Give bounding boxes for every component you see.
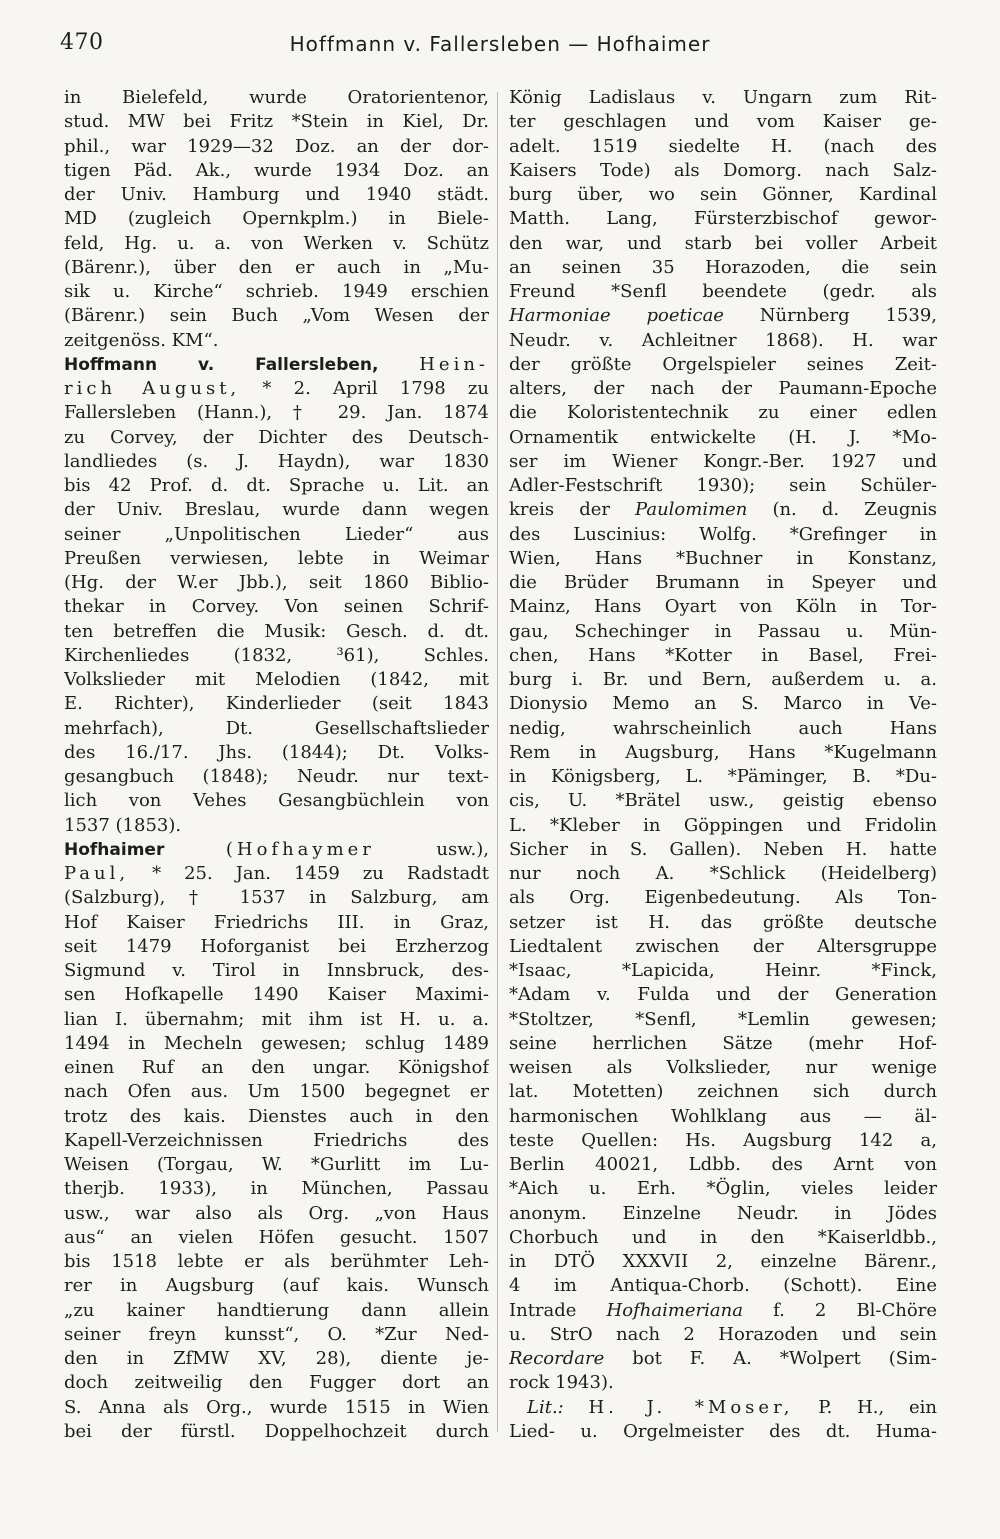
text-line (64, 135, 489, 159)
text-line (509, 838, 937, 862)
text-segment: trotz des kais. Dienstes auch in den (64, 1105, 489, 1127)
text-line (64, 886, 489, 910)
text-line (64, 1008, 489, 1032)
text-segment: der größte Orgelspieler seines Zeit- (509, 353, 937, 375)
text-segment: zeitgenöss. KM“. (64, 329, 219, 351)
text-line (509, 765, 937, 789)
text-line (509, 620, 937, 644)
text-line (509, 1032, 937, 1056)
text-line (64, 474, 489, 498)
text-line (64, 717, 489, 741)
text-line (64, 789, 489, 813)
text-line (509, 1420, 937, 1444)
text-segment: lich von Vehes Gesangbüchlein von (64, 790, 489, 812)
text-segment: Berlin 40021, Ldbb. des Arnt von (509, 1154, 937, 1175)
text-line (509, 207, 937, 231)
text-line (64, 862, 489, 886)
text-line (509, 1371, 937, 1395)
text-line (509, 692, 937, 716)
text-line (64, 232, 489, 256)
text-segment: rock 1943). (509, 1372, 614, 1394)
text-segment: Kirchenliedes (1832, ³61), Schles. (64, 644, 489, 666)
text-line (509, 547, 937, 571)
text-line (64, 1371, 489, 1395)
text-line (509, 571, 937, 595)
text-segment: *Adam v. Fulda und der Generation (509, 984, 937, 1006)
text-line (64, 1056, 489, 1080)
text-segment: chen, Hans *Kotter in Basel, Frei- (509, 644, 937, 666)
text-segment: therjb. 1933), in München, Passau (64, 1178, 489, 1200)
text-segment: der Univ. Breslau, wurde dann wegen (64, 499, 489, 521)
text-line (509, 1323, 937, 1347)
text-line (509, 644, 937, 668)
text-segment: adelt. 1519 siedelte H. (nach des (509, 135, 937, 157)
text-line (64, 304, 489, 328)
text-line (64, 983, 489, 1007)
text-segment: *Isaac, *Lapicida, Heinr. *Finck, (509, 960, 937, 981)
text-segment: ten betreffen die Musik: Gesch. d. dt. (64, 620, 489, 642)
text-line (64, 1323, 489, 1347)
text-line (509, 135, 937, 159)
text-segment: tigen Päd. Ak., wurde 1934 Doz. an (64, 159, 489, 181)
text-line (509, 1396, 937, 1420)
text-line (509, 1226, 937, 1250)
text-line (64, 159, 489, 183)
text-line (509, 426, 937, 450)
text-segment: (Bärenr.) sein Buch „Vom Wesen der (64, 305, 489, 327)
text-segment: mehrfach), Dt. Gesellschaftslieder (64, 717, 489, 739)
italic-title: Recordare (509, 1348, 605, 1369)
text-line (509, 1177, 937, 1201)
text-segment: Matth. Lang, Fürsterzbischof gewor- (509, 208, 937, 230)
text-segment: f. 2 Bl-Chöre (773, 1299, 937, 1321)
text-line (509, 523, 937, 547)
text-line (64, 1129, 489, 1153)
text-segment: setzer ist H. das größte deutsche (509, 911, 937, 933)
left-text-column (64, 86, 489, 1444)
text-line (509, 959, 937, 983)
text-segment: teste Quellen: Hs. Augsburg 142 a, (509, 1129, 937, 1151)
text-segment: u. StrO nach 2 Horazoden und sein (509, 1323, 937, 1345)
text-segment: anonym. Einzelne Neudr. in Jödes (509, 1202, 937, 1224)
text-segment: alters, der nach der Paumann-Epoche (509, 378, 937, 399)
text-segment: usw., war also als Org. „von Haus (64, 1202, 489, 1224)
text-segment: seit 1479 Hoforganist bei Erzherzog (64, 935, 489, 957)
text-segment: die Koloristentechnik zu einer edlen (509, 402, 937, 424)
text-line (64, 644, 489, 668)
text-segment: Sicher in S. Gallen). Neben H. hatte (509, 838, 937, 860)
text-segment: usw.), (436, 838, 489, 860)
text-line (64, 1274, 489, 1298)
text-line (509, 183, 937, 207)
text-segment: 1537 (1853). (64, 814, 182, 836)
text-segment: MD (zugleich Opernkplm.) in Biele- (64, 208, 489, 230)
text-line (509, 741, 937, 765)
text-line (509, 911, 937, 935)
text-segment: den war, und starb bei voller Arbeit (509, 232, 937, 254)
text-segment: in DTÖ XXXVII 2, einzelne Bärenr., (509, 1251, 937, 1272)
text-segment: Weisen (Torgau, W. *Gurlitt im Lu- (64, 1154, 489, 1175)
text-segment: nur noch A. *Schlick (Heidelberg) (509, 863, 937, 884)
text-line (509, 668, 937, 692)
text-segment: ter geschlagen und vom Kaiser ge- (509, 111, 937, 133)
text-segment: *Stoltzer, *Senfl, *Lemlin gewesen; (509, 1008, 937, 1030)
text-line (509, 329, 937, 353)
text-segment: Lied- u. Orgelmeister des dt. Huma- (509, 1420, 937, 1442)
text-segment: seiner „Unpolitischen Lieder“ aus (64, 523, 489, 545)
text-line (64, 741, 489, 765)
text-line (509, 789, 937, 813)
text-segment: seine herrlichen Sätze (mehr Hof- (509, 1032, 937, 1054)
text-line (64, 523, 489, 547)
text-segment: burg über, wo sein Gönner, Kardinal (509, 184, 937, 205)
text-segment: Volkslieder mit Melodien (1842, mit (64, 669, 489, 690)
text-segment: der Univ. Hamburg und 1940 städt. (64, 184, 489, 205)
text-segment: Sigmund v. Tirol in Innsbruck, des- (64, 960, 489, 981)
right-text-column (509, 86, 937, 1444)
spaced-name: rich August, (64, 378, 241, 399)
text-segment: zu Corvey, der Dichter des Deutsch- (64, 426, 489, 448)
text-line (509, 1250, 937, 1274)
text-line (509, 256, 937, 280)
text-line (64, 110, 489, 134)
text-segment: nach Ofen aus. Um 1500 begegnet er (64, 1081, 489, 1103)
text-segment: (Hg. der W.er Jbb.), seit 1860 Biblio- (64, 572, 489, 593)
text-segment: in Bielefeld, wurde Oratorientenor, (64, 87, 489, 108)
text-segment: die Brüder Brumann in Speyer und (509, 572, 937, 593)
text-segment: in Königsberg, L. *Päminger, B. *Du- (509, 766, 937, 787)
text-line (64, 207, 489, 231)
text-line (64, 377, 489, 401)
text-line (64, 256, 489, 280)
spaced-name: (Hofhaymer (225, 838, 375, 860)
text-segment: bis 1518 lebte er als berühmter Leh- (64, 1251, 489, 1272)
page-header (60, 30, 940, 64)
text-segment: weisen als Volkslieder, nur wenige (509, 1057, 937, 1078)
text-line (64, 595, 489, 619)
text-line (64, 668, 489, 692)
text-line (64, 620, 489, 644)
text-line (509, 1274, 937, 1298)
text-segment: an seinen 35 Horazoden, die sein (509, 256, 937, 278)
text-segment: Mainz, Hans Oyart von Köln in Tor- (509, 596, 937, 618)
text-segment: ser im Wiener Kongr.-Ber. 1927 und (509, 450, 937, 472)
text-line (64, 1177, 489, 1201)
text-segment: (Bärenr.), über den er auch in „Mu- (64, 256, 489, 278)
text-line (509, 304, 937, 328)
text-segment: * 2. April 1798 zu (262, 378, 489, 399)
text-line (509, 401, 937, 425)
text-segment: lian I. übernahm; mit ihm ist H. u. a. (64, 1008, 489, 1030)
text-line (509, 474, 937, 498)
text-line (64, 280, 489, 304)
spaced-name: H. J. *Moser, (588, 1396, 794, 1418)
text-segment: den in ZfMW XV, 28), diente je- (64, 1348, 489, 1369)
text-segment: rer in Augsburg (auf kais. Wunsch (64, 1275, 489, 1297)
text-segment: Adler-Festschrift 1930); sein Schüler- (509, 475, 937, 496)
text-line (509, 1105, 937, 1129)
text-segment: „zu kainer handtierung dann allein (64, 1299, 489, 1321)
text-segment: Hof Kaiser Friedrichs III. in Graz, (64, 911, 489, 933)
text-segment: des Luscinius: Wolfg. *Grefinger in (509, 523, 937, 545)
text-line (64, 838, 489, 862)
text-line (509, 595, 937, 619)
text-line (64, 1153, 489, 1177)
text-segment: Kaisers Tode) als Domorg. nach Salz- (509, 159, 937, 181)
text-segment: gesangbuch (1848); Neudr. nur text- (64, 766, 489, 787)
entry-headword: Hoffmann v. Fallersleben, (64, 354, 379, 375)
text-line (509, 353, 937, 377)
text-line (509, 159, 937, 183)
text-segment: Nürnberg 1539, (759, 305, 937, 327)
text-segment: E. Richter), Kinderlieder (seit 1843 (64, 693, 489, 715)
text-line (64, 959, 489, 983)
text-line (64, 329, 489, 353)
text-line (509, 86, 937, 110)
text-segment: doch zeitweilig den Fugger dort an (64, 1372, 489, 1394)
text-segment: S. Anna als Org., wurde 1515 in Wien (64, 1396, 489, 1418)
entry-headword: Hofhaimer (64, 839, 165, 860)
text-line (64, 1420, 489, 1444)
text-line (64, 1032, 489, 1056)
text-line (509, 1129, 937, 1153)
text-segment: Freund *Senfl beendete (gedr. als (509, 281, 937, 302)
text-segment: Wien, Hans *Buchner in Konstanz, (509, 547, 937, 569)
text-line (64, 1347, 489, 1371)
text-segment: Chorbuch und in den *Kaiserldbb., (509, 1226, 937, 1248)
text-line (64, 935, 489, 959)
text-line (509, 280, 937, 304)
text-segment: sen Hofkapelle 1490 Kaiser Maximi- (64, 984, 489, 1006)
text-line (64, 498, 489, 522)
text-line (64, 401, 489, 425)
text-line (64, 571, 489, 595)
text-segment: Ornamentik entwickelte (H. J. *Mo- (509, 426, 937, 448)
text-segment: bis 42 Prof. d. dt. Sprache u. Lit. an (64, 475, 489, 496)
text-segment: sik u. Kirche“ schrieb. 1949 erschien (64, 281, 489, 302)
text-segment: bei der fürstl. Doppelhochzeit durch (64, 1420, 489, 1442)
text-segment: nedig, wahrscheinlich auch Hans (509, 717, 937, 739)
text-line (509, 498, 937, 522)
text-segment: kreis der (509, 499, 610, 521)
text-line (509, 110, 937, 134)
italic-title: Lit.: (527, 1396, 564, 1418)
text-line (509, 886, 937, 910)
spaced-name: Hein- (419, 353, 489, 375)
text-segment: Preußen verwiesen, lebte in Weimar (64, 547, 489, 569)
text-line (64, 353, 489, 377)
text-line (64, 1396, 489, 1420)
text-segment: (n. d. Zeugnis (772, 499, 937, 521)
text-segment: Liedtalent zwischen der Altersgruppe (509, 935, 937, 957)
text-segment: Rem in Augsburg, Hans *Kugelmann (509, 741, 937, 763)
italic-title: Paulomimen (635, 499, 748, 521)
text-line (64, 183, 489, 207)
italic-title: Harmoniae poeticae (509, 305, 724, 327)
text-line (509, 377, 937, 401)
text-line (509, 232, 937, 256)
text-line (509, 717, 937, 741)
text-line (64, 1250, 489, 1274)
text-segment: gau, Schechinger in Passau u. Mün- (509, 620, 937, 642)
text-segment: (Salzburg), † 1537 in Salzburg, am (64, 887, 489, 909)
text-line (509, 983, 937, 1007)
text-segment: Neudr. v. Achleitner 1868). H. war (509, 329, 937, 351)
text-line (509, 1347, 937, 1371)
text-line (64, 692, 489, 716)
text-segment: stud. MW bei Fritz *Stein in Kiel, Dr. (64, 111, 489, 133)
text-line (64, 765, 489, 789)
text-line (64, 1080, 489, 1104)
text-segment: 4 im Antiqua-Chorb. (Schott). Eine (509, 1275, 937, 1297)
spaced-name: Paul, (64, 863, 130, 884)
text-segment: als Org. Eigenbedeutung. Als Ton- (509, 887, 937, 909)
text-segment: thekar in Corvey. Von seinen Schrif- (64, 596, 489, 618)
text-segment: Kapell-Verzeichnissen Friedrichs des (64, 1129, 489, 1151)
text-line (509, 450, 937, 474)
text-segment: harmonischen Wohlklang aus — äl- (509, 1105, 937, 1127)
text-line (64, 1226, 489, 1250)
text-segment: * 25. Jan. 1459 zu Radstadt (152, 863, 489, 884)
text-segment: König Ladislaus v. Ungarn zum Rit- (509, 87, 937, 108)
text-line (64, 86, 489, 110)
text-line (509, 1202, 937, 1226)
text-segment: lat. Motetten) zeichnen sich durch (509, 1081, 937, 1103)
text-segment: burg i. Br. und Bern, außerdem u. a. (509, 669, 937, 690)
text-line (64, 911, 489, 935)
running-head: Hoffmann v. Fallersleben — Hofhaimer (289, 32, 711, 56)
text-segment: seiner freyn kunsst“, O. *Zur Ned- (64, 1323, 489, 1345)
text-line (64, 1202, 489, 1226)
text-line (509, 1056, 937, 1080)
text-segment: Dionysio Memo an S. Marco in Ve- (509, 693, 937, 715)
text-segment: des 16./17. Jhs. (1844); Dt. Volks- (64, 741, 489, 763)
text-line (509, 862, 937, 886)
text-line (64, 814, 489, 838)
text-segment: 1494 in Mecheln gewesen; schlug 1489 (64, 1032, 489, 1054)
text-line (509, 814, 937, 838)
text-line (64, 1105, 489, 1129)
text-segment: feld, Hg. u. a. von Werken v. Schütz (64, 232, 489, 254)
page-number: 470 (60, 30, 104, 55)
text-line (64, 1299, 489, 1323)
text-line (509, 1153, 937, 1177)
text-line (509, 1080, 937, 1104)
text-segment: cis, U. *Brätel usw., geistig ebenso (509, 790, 937, 812)
column-divider (497, 92, 498, 1432)
italic-title: Hofhaimeriana (606, 1299, 743, 1321)
text-line (64, 426, 489, 450)
text-segment: Intrade (509, 1299, 577, 1321)
text-line (509, 1008, 937, 1032)
text-segment: bot F. A. *Wolpert (Sim- (632, 1348, 937, 1369)
text-line (509, 935, 937, 959)
text-segment: *Aich u. Erh. *Öglin, vieles leider (509, 1178, 937, 1200)
text-segment: P. H., ein (818, 1396, 937, 1418)
text-segment: Fallersleben (Hann.), † 29. Jan. 1874 (64, 402, 489, 424)
text-segment: einen Ruf an den ungar. Königshof (64, 1057, 489, 1078)
text-line (64, 547, 489, 571)
text-segment: L. *Kleber in Göppingen und Fridolin (509, 814, 937, 836)
text-line (509, 1299, 937, 1323)
text-line (64, 450, 489, 474)
text-segment: aus“ an vielen Höfen gesucht. 1507 (64, 1226, 489, 1248)
text-segment: landliedes (s. J. Haydn), war 1830 (64, 450, 489, 472)
text-segment: phil., war 1929—32 Doz. an der dor- (64, 135, 489, 157)
